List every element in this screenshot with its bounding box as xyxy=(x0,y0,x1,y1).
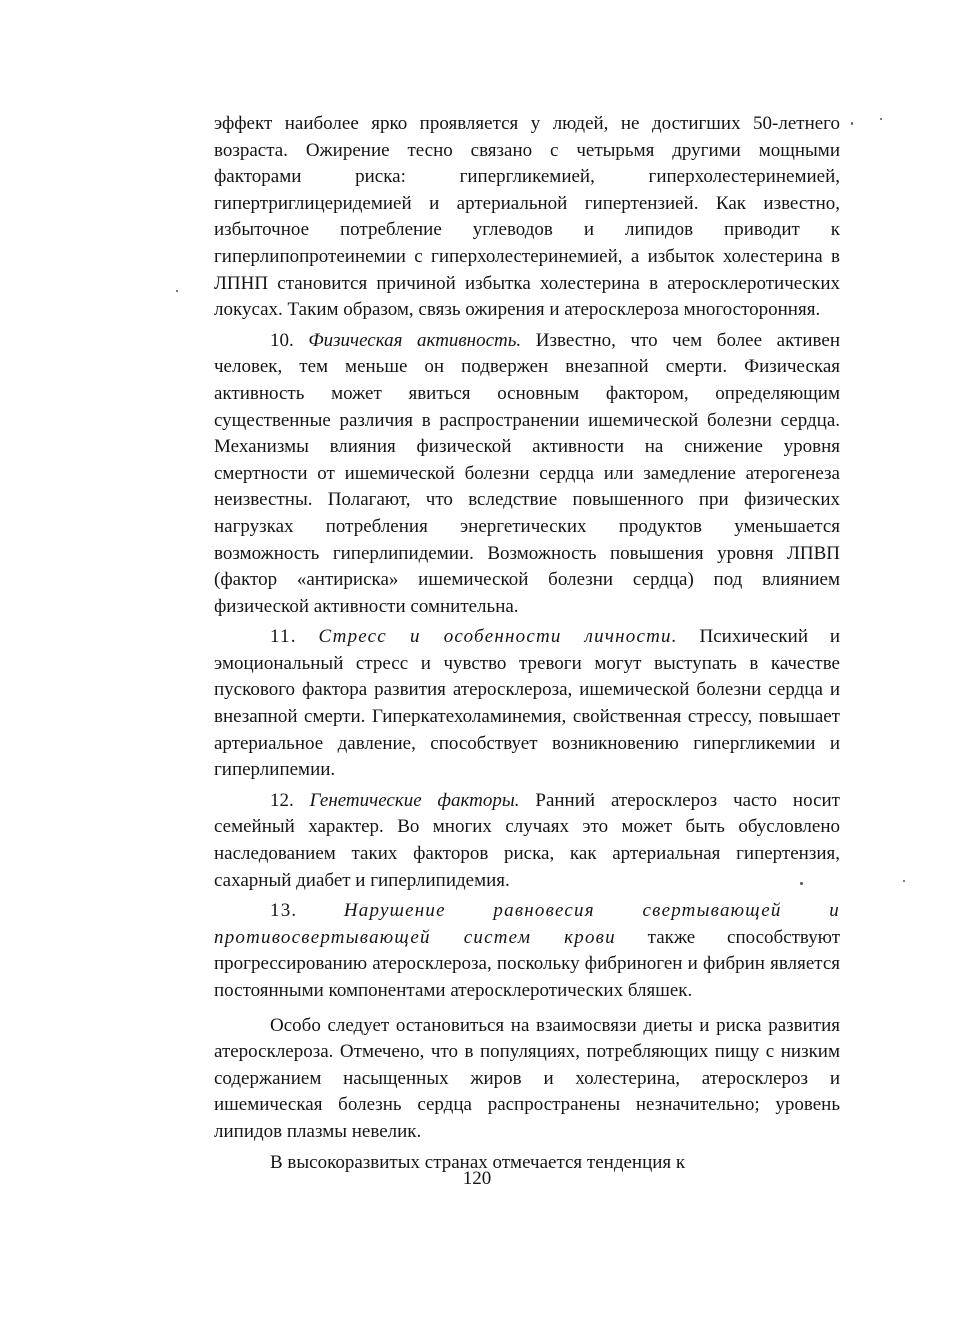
item-number: 12. xyxy=(270,789,294,811)
paragraph-genetic-factors xyxy=(214,788,840,894)
paragraph-text: Особо следует остановиться на взаимосвязи диеты и риска развития атеросклероза. Отмечено, что в популяциях, потребляющих пищу с низким содержанием насыщенных жиров и холестерина, атеросклероз и ишемическая болезнь сердца распространены незначительно; уровень липидов плазмы невелик. xyxy=(214,1014,840,1142)
item-heading: Генетические факторы. xyxy=(309,789,520,811)
scan-speck xyxy=(903,880,905,882)
paragraph-text: Ранний атеросклероз часто носит семейный характер. Во многих случаях это может быть обусловлено наследованием таких факторов риска, как артериальная гипертензия, сахарный диабет и гиперлипидемия. xyxy=(214,789,840,891)
item-heading: Нарушение равновесия свертывающей и противосвертывающей систем крови xyxy=(214,900,841,948)
paragraph-text: В высокоразвитых странах отмечается тенденция к xyxy=(270,1151,686,1173)
paragraph-obesity-continuation xyxy=(214,111,840,324)
item-number: 13. xyxy=(270,900,298,922)
item-number: 10. xyxy=(270,329,294,351)
paragraph-text: Психический и эмоциональный стресс и чувство тревоги могут выступать в качестве пускового фактора развития атеросклероза, ишемической болезни сердца и внезапной смерти. Гиперкатехоламинемия, свойственная стрессу, повышает артериальное давление, способствует возникновению гипергликемии и гиперлипемии. xyxy=(214,626,841,781)
paragraph-text: также способствуют прогрессированию атеросклероза, поскольку фибриноген и фибрин является постоянными компонентами атеросклеротических бляшек. xyxy=(214,926,840,1001)
scan-speck xyxy=(851,122,853,125)
paragraph-coagulation xyxy=(214,898,840,1004)
paragraph-stress xyxy=(214,624,840,784)
scan-speck xyxy=(176,290,178,292)
paragraph-text: эффект наиболее ярко проявляется у людей, не достигших 50-летнего возраста. Ожирение тесно связано с четырьмя другими мощными факторами риска: гипергликемией, гиперхолестеринемией, гипертриглицеридемией и артериальной гипертензией. Как известно, избыточное потребление углеводов и липидов приводит к гиперлипопротеинемии с гиперхолестеринемией, а избыток холестерина в ЛПНП становится причиной избытка холестерина в атеросклеротических локусах. Таким образом, связь ожирения и атеросклероза многосторонняя. xyxy=(214,113,840,321)
page-number: 120 xyxy=(462,1168,492,1189)
item-heading: Стресс и особенности личности. xyxy=(318,626,678,648)
paragraph-text: Известно, что чем более активен человек, тем меньше он подвержен внезапной смерти. Физическая активность может явиться основным фактором, определяющим существенные различия в распространении ишемической болезни сердца. Механизмы влияния физической активности на снижение уровня смертности от ишемической болезни сердца или замедление атерогенеза неизвестны. Полагают, что вследствие повышенного при физических нагрузках потребления энергетических продуктов уменьшается возможность гиперлипидемии. Возможность повышения уровня ЛПВП (фактор «антириска» ишемической болезни сердца) под влиянием физической активности сомнительна. xyxy=(214,329,840,617)
scan-speck xyxy=(800,882,803,885)
scan-speck xyxy=(880,118,882,120)
paragraph-diet xyxy=(214,1013,840,1146)
paragraph-physical-activity xyxy=(214,328,840,621)
item-number: 11. xyxy=(270,626,297,648)
page-body xyxy=(214,111,840,1176)
item-heading: Физическая активность. xyxy=(308,329,522,351)
